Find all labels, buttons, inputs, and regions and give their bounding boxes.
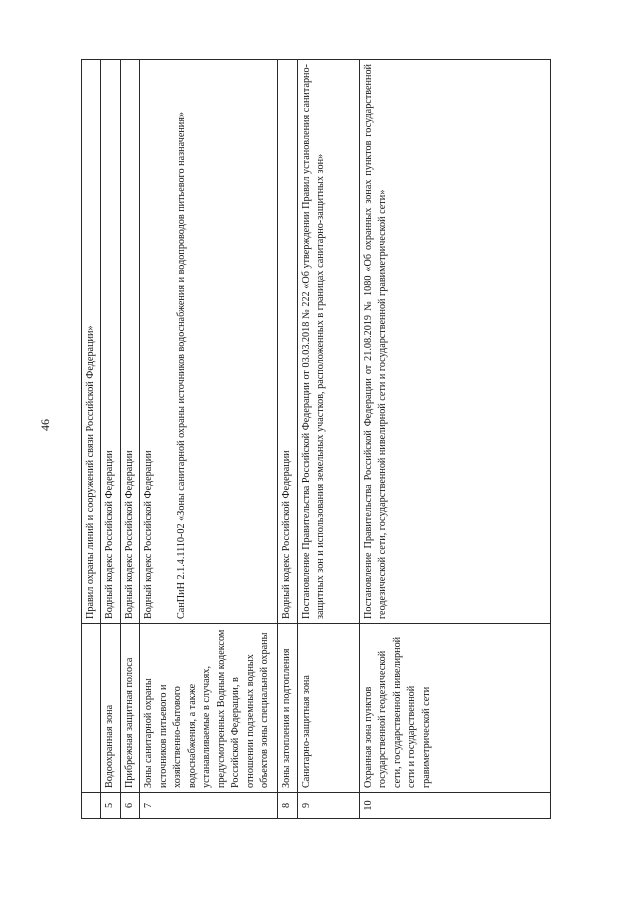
row-number-cell: 7: [140, 793, 278, 819]
zone-name-cell: Прибрежная защитная полоса: [120, 624, 139, 793]
table-row: [359, 60, 550, 819]
regulation-cell: Водный кодекс Российской Федерации: [278, 60, 297, 624]
regulation-cell: Постановление Правительства Российской Федерации от 03.03.2018 № 222 «Об утверждении Правил установления санитарно-защитных зон и использования земельных участков, расположенных в границах санитарно-защитных зон»: [297, 60, 359, 624]
table-row: [120, 60, 139, 819]
table-row: [278, 60, 297, 819]
table-row: [82, 60, 101, 819]
regulation-cell: Водный кодекс Российской Федерации: [120, 60, 139, 624]
regulation-cell: Постановление Правительства Российской Федерации от 21.08.2019 № 1080 «Об охранных зонах пунктов государственной геодезической сети, государственной нивелирной сети и государственной гравиметрической сети»: [359, 60, 550, 624]
row-number-cell: 6: [120, 793, 139, 819]
zone-name-cell: Зоны затопления и подтопления: [278, 624, 297, 793]
regulation-text: Водный кодекс Российской Федерации: [143, 450, 155, 619]
regulation-cell: Водный кодекс Российской Федерации: [101, 60, 120, 624]
regulation-cell: [140, 60, 278, 624]
zone-name-cell: Водоохранная зона: [101, 624, 120, 793]
row-number-cell: [82, 793, 101, 819]
table-row: [297, 60, 359, 819]
document-table-container: [81, 59, 551, 819]
regulation-text: СанПиН 2.1.4.1110-02 «Зоны санитарной охраны источников водоснабжения и водопроводов питьевого назначения»: [175, 111, 187, 619]
zone-name-cell: [82, 624, 101, 793]
regulation-cell: Правил охраны линий и сооружений связи Российской Федерации»: [82, 60, 101, 624]
row-number-cell: 9: [297, 793, 359, 819]
table-row: [101, 60, 120, 819]
zones-table: [81, 59, 551, 819]
table-row: [140, 60, 278, 819]
row-number-cell: 8: [278, 793, 297, 819]
page-number: 46: [38, 419, 52, 431]
zone-name-cell: Санитарно-защитная зона: [297, 624, 359, 793]
zone-name-cell: Охранная зона пунктов государственной геодезической сети, государственной нивелирной сети и государственной гравиметрической сети: [359, 624, 550, 793]
zone-name-cell: Зоны санитарной охраны источников питьевого и хозяйственно-бытового водоснабжения, а также устанавливаемые в случаях, предусмотренных Водным кодексом Российской Федерации, в отношении подземных водных объектов зоны специальной охраны: [140, 624, 278, 793]
row-number-cell: 10: [359, 793, 550, 819]
row-number-cell: 5: [101, 793, 120, 819]
